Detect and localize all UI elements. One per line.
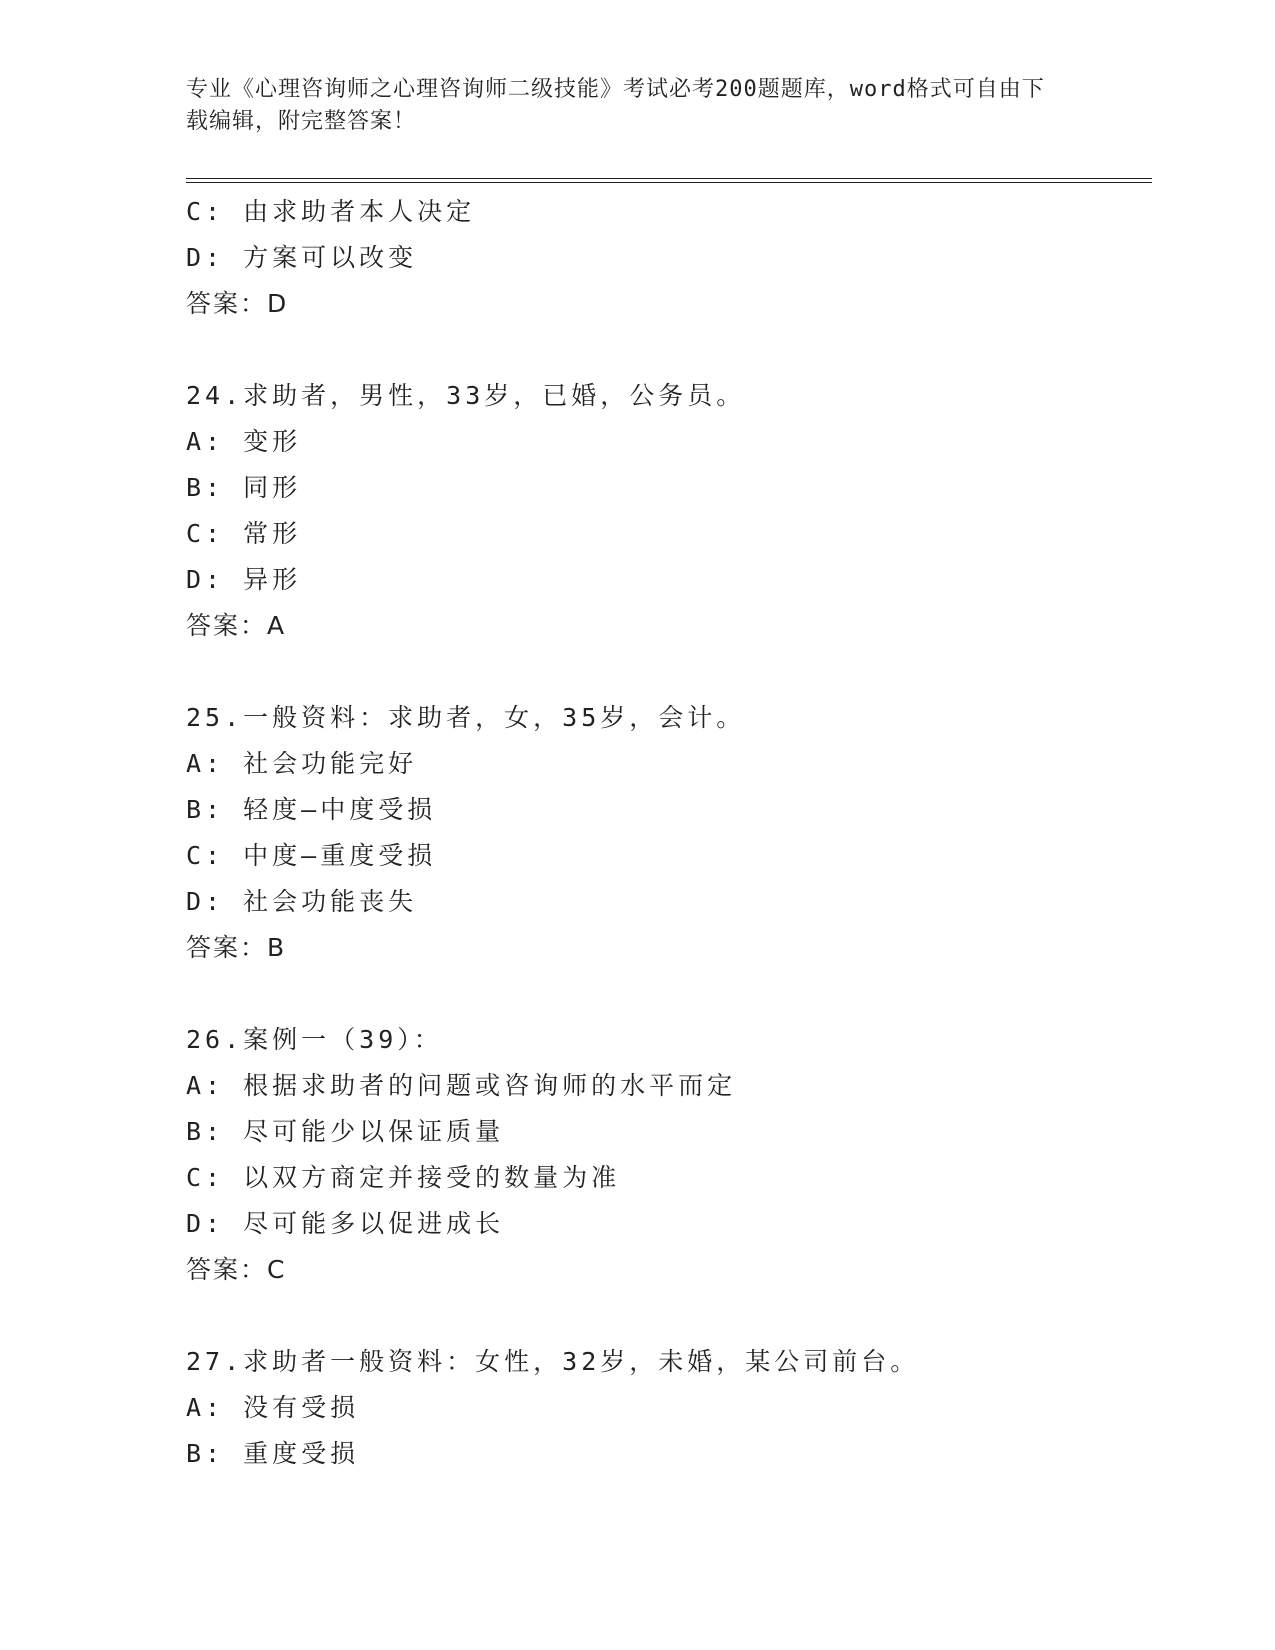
answer-line: 答案：D (186, 289, 289, 318)
document-header: 专业《心理咨询师之心理咨询师二级技能》考试必考200题题库，word格式可自由下载编辑，附完整答案！ (186, 77, 1045, 134)
option-line: B: 尽可能少以保证质量 (186, 1117, 505, 1146)
option-line: C: 中度—重度受损 (186, 841, 437, 870)
option-line: C: 常形 (186, 519, 302, 548)
header-rule-top (186, 178, 1152, 179)
option-line: C: 由求助者本人决定 (186, 197, 476, 226)
blank-gap (186, 971, 1152, 1017)
header-rule-bottom (186, 182, 1152, 183)
answer-line: 答案：C (186, 1255, 287, 1284)
option-line: A: 根据求助者的问题或咨询师的水平而定 (186, 1071, 737, 1100)
question-stem: 24.求助者，男性，33岁，已婚，公务员。 (186, 381, 746, 410)
option-line: B: 轻度—中度受损 (186, 795, 437, 824)
question-stem: 27.求助者一般资料：女性，32岁，未婚，某公司前台。 (186, 1347, 920, 1376)
option-line: B: 重度受损 (186, 1439, 360, 1468)
option-line: D: 异形 (186, 565, 302, 594)
option-line: D: 社会功能丧失 (186, 887, 418, 916)
question-stem: 26.案例一（39）： (186, 1025, 443, 1054)
option-line: A: 社会功能完好 (186, 749, 418, 778)
blank-gap (186, 1293, 1152, 1339)
answer-line: 答案：B (186, 933, 287, 962)
option-line: B: 同形 (186, 473, 302, 502)
option-line: D: 方案可以改变 (186, 243, 418, 272)
question-stem: 25.一般资料：求助者，女，35岁，会计。 (186, 703, 746, 732)
blank-gap (186, 327, 1152, 373)
option-line: A: 变形 (186, 427, 302, 456)
question-list (186, 189, 1152, 1477)
option-line: A: 没有受损 (186, 1393, 360, 1422)
blank-gap (186, 649, 1152, 695)
option-line: D: 尽可能多以促进成长 (186, 1209, 505, 1238)
answer-line: 答案：A (186, 611, 287, 640)
option-line: C: 以双方商定并接受的数量为准 (186, 1163, 621, 1192)
